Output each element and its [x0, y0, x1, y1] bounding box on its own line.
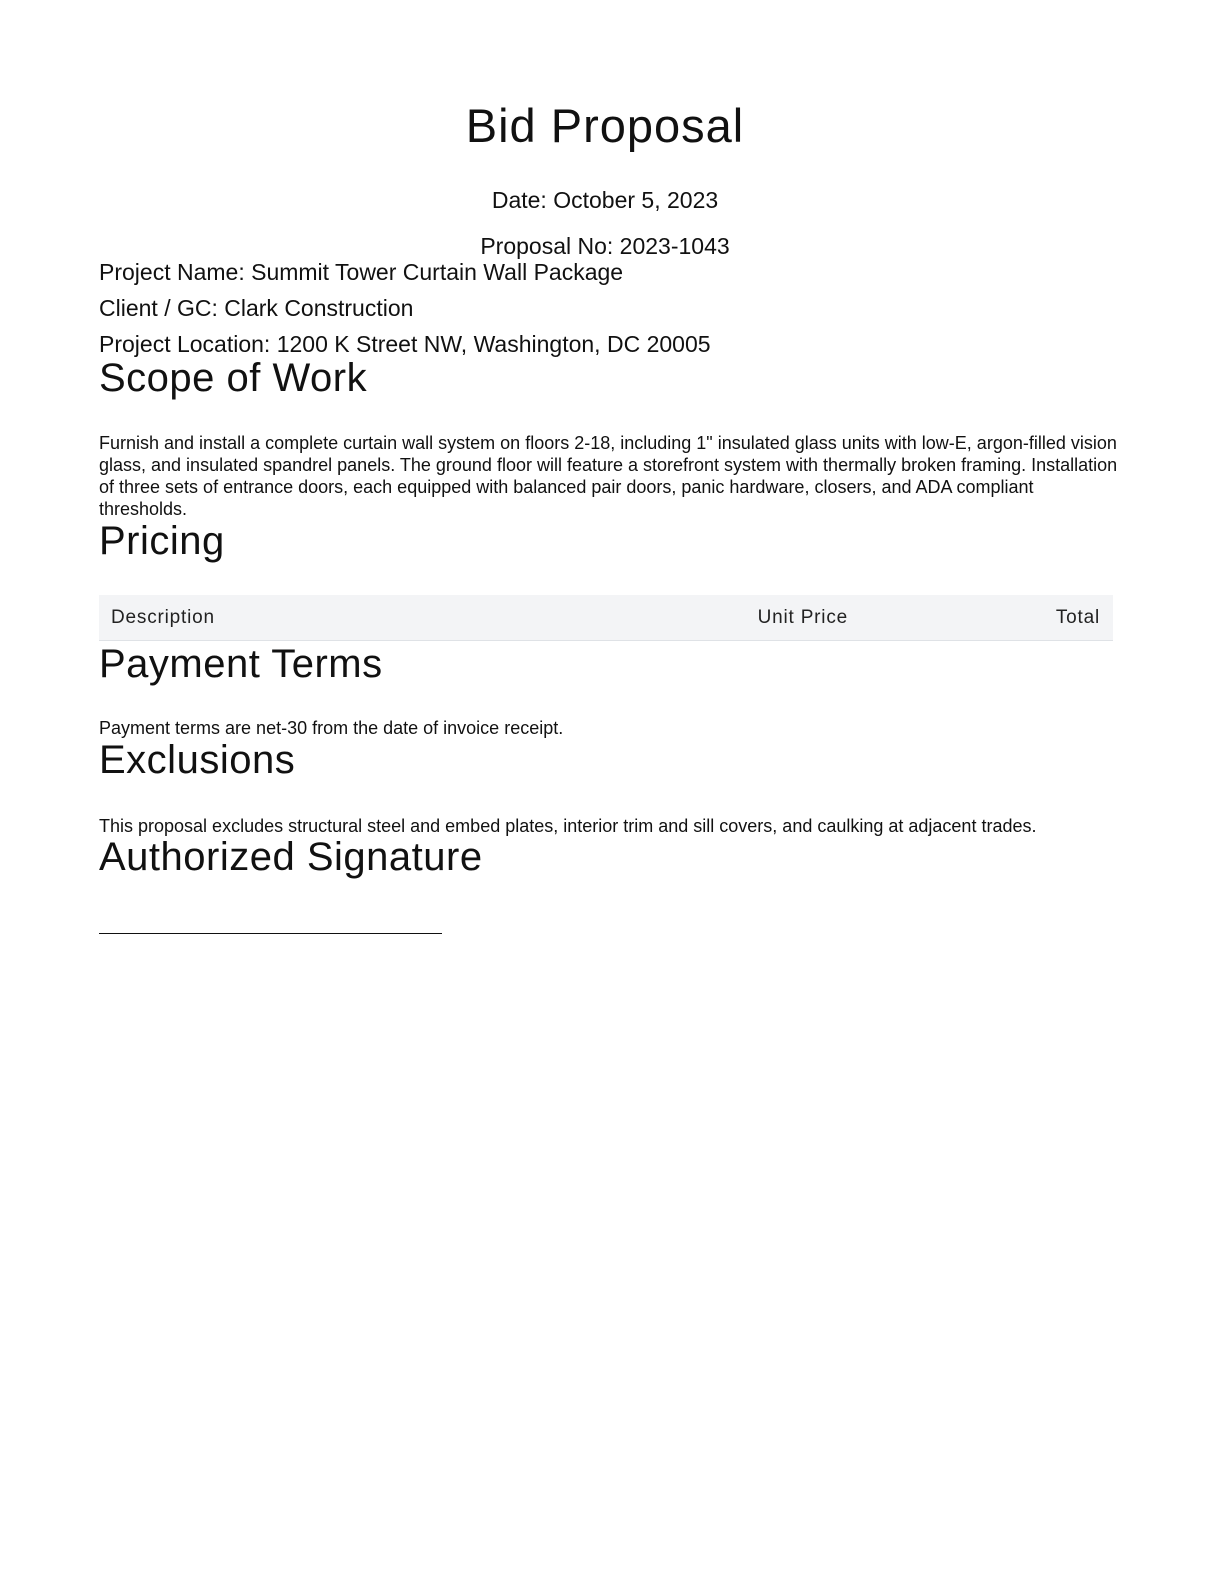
column-header-unit-price: Unit Price: [757, 607, 848, 628]
project-name: Project Name: Summit Tower Curtain Wall Package: [99, 259, 624, 285]
document-title: Bid Proposal: [465, 99, 745, 152]
exclusions-heading: Exclusions: [99, 738, 296, 782]
project-location: Project Location: 1200 K Street NW, Washington, DC 20005: [99, 331, 711, 357]
column-header-description: Description: [111, 607, 215, 628]
pricing-table-header: [99, 595, 1113, 641]
scope-text: Furnish and install a complete curtain wall system on floors 2-18, including 1" insulated glass units with low-E, argon-filled vision glass, and insulated spandrel panels. The ground floor will feature a storefront system with thermally broken framing. Installation of three sets of entrance doors, each equipped with balanced pair doors, panic hardware, closers, and ADA compliant thresholds.: [99, 433, 1118, 519]
client-gc: Client / GC: Clark Construction: [99, 295, 414, 321]
column-header-total: Total: [1055, 607, 1100, 628]
payment-terms-text: Payment terms are net-30 from the date of invoice receipt.: [99, 718, 564, 738]
payment-terms-heading: Payment Terms: [99, 642, 383, 686]
scope-heading: Scope of Work: [99, 356, 368, 400]
pricing-heading: Pricing: [99, 519, 225, 563]
proposal-date: Date: October 5, 2023: [491, 187, 719, 213]
proposal-number: Proposal No: 2023-1043: [480, 233, 730, 259]
exclusions-text: This proposal excludes structural steel and embed plates, interior trim and sill covers, and caulking at adjacent trades.: [99, 816, 1037, 836]
signature-line: [99, 933, 442, 934]
signature-heading: Authorized Signature: [99, 835, 483, 879]
